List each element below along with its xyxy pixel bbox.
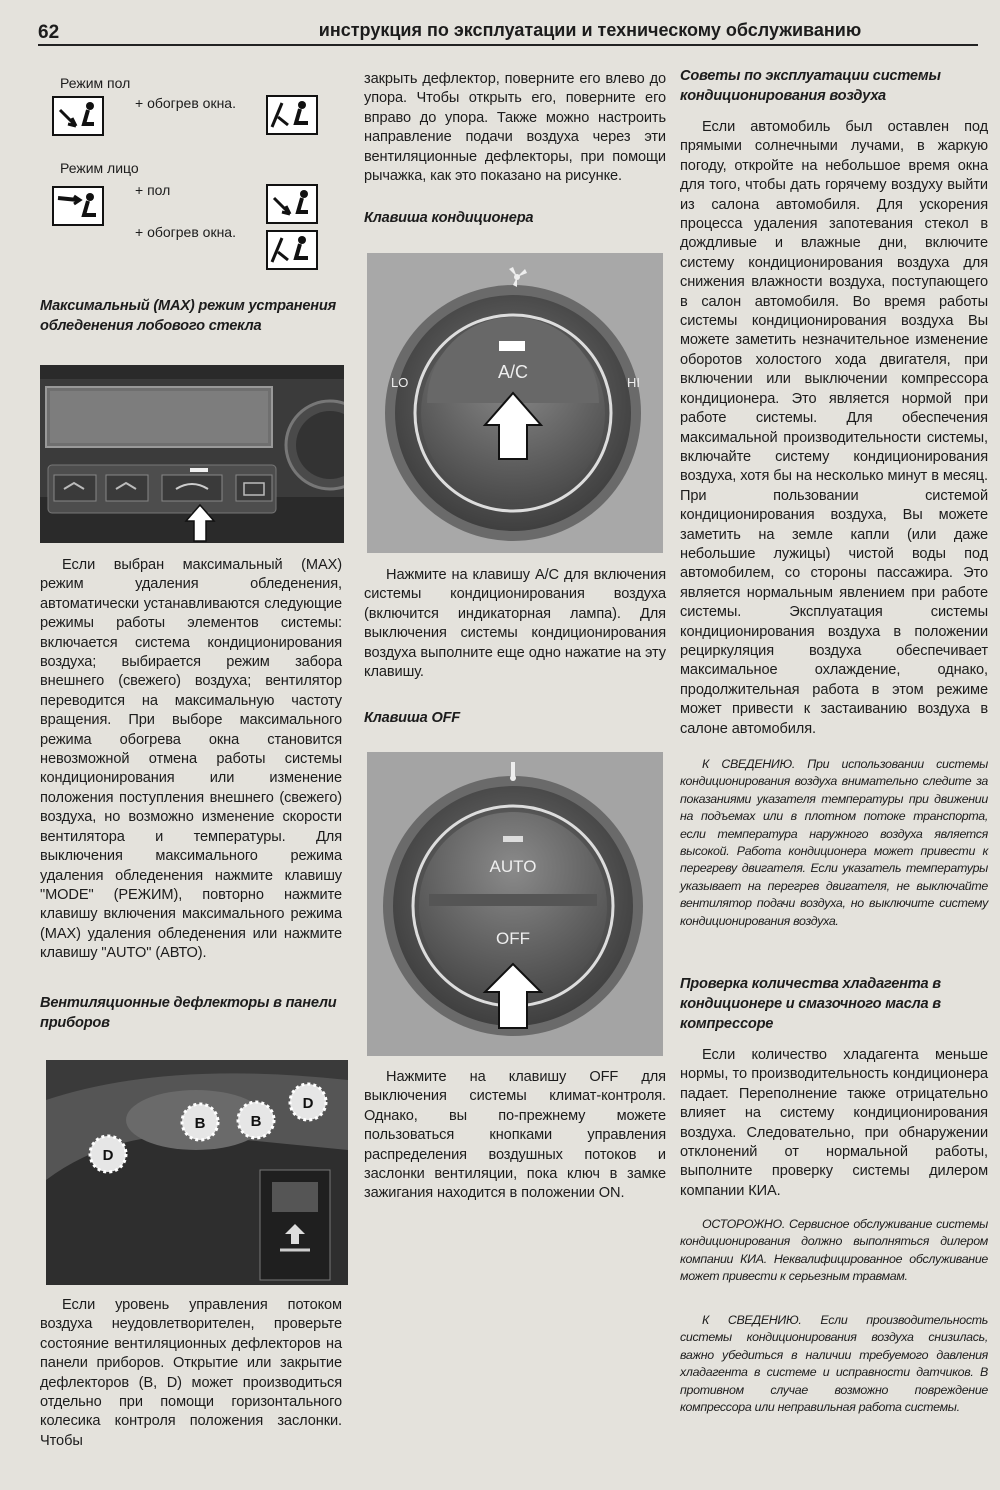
note-temperature: К СВЕДЕНИЮ. При использовании системы кондиционирования воздуха внимательно следите за показаниями указателя температуры при движении на подъемах или в плотном потоке транспорта, если температура наружного воздуха является высокой. Работа кондиционера может привести к перегреву двигателя. Если указатель температуры указывает на перегрев двигателя, не выключайте вентилятор подачи воздуха, но выключите систему кондиционирования воздуха. [680,757,988,928]
window-floor-icon [266,95,318,135]
floor-mode-icon [52,96,104,136]
vent-b-right-callout [238,1102,274,1138]
window-heat-label-1: + обогрев окна. [135,95,236,111]
para-refrigerant-check: Если количество хладагента меньше нормы, то производительность кондиционера падает. Переполнение также отрицательно влияет на систему кондиционирования воздуха. Следовательно, при обнаружении отклонений от нормальной работы, выполните проверку системы дилером компании КИА. [680,1047,988,1199]
page-number: 62 [38,22,60,43]
face-mode-label: Режим лицо [60,160,139,176]
vent-d-label-2: D [302,1095,314,1112]
para-max-defrost: Если выбран максимальный (MAX) режим удаления обледенения, автоматически устанавливаются следующие режимы работы элементов системы: включается система кондиционирования воздуха; выбирается режим забора внешнего (свежего) воздуха; вентилятор переводится на максимальную частоту вращения. При выборе максимального режима обогрева окна становится невозможной отмена работы системы кондиционирования или изменение положения поступления внешнего (свежего) воздуха, но возможно изменение скорости вентилятора и температуры. Для выключения максимального режима удаления обледенения нажмите клавишу "MODE" (РЕЖИМ), повторно нажмите клавишу включения максимального режима (MAX) удаления обледенения или нажмите клавишу "AUTO" (АВТО). [40,557,342,962]
max-defrost-photo [40,365,344,543]
heading-ac-key: Клавиша кондиционера [364,210,534,226]
para-ac-tips: Если автомобиль был оставлен под прямыми солнечными лучами, в жаркую погоду, откройте на небольшое время окна для того, чтобы дать горячему воздуху выйти из салона автомобиля. Для ускорения процесса удаления запотевания стекол в дождливые и влажные дни, включите систему кондиционирования воздуха для снижения влажности воздуха, поступающего в салон автомобиля. Во время работы системы кондиционирования воздуха Вы можете заметить незначительное изменение оборотов холостого хода двигателя, при включении или выключении компрессора кондиционера. Это является нормой при работе системы. Для обеспечения максимальной производительности системы, включайте систему кондиционирования воздуха, хотя бы на несколько минут в месяц. При пользовании системой кондиционирования воздуха, Вы можете заметить на земле капли (или даже небольшие лужицы) чистой воды под автомобилем, со стороны пассажира. Это является нормальным явлением при работе системы. Эксплуатация системы кондиционирования воздуха в положении рециркуляция воздуха обеспечивает максимальное охлаждение, однако, продолжительная работа в этом режиме может привести к застаиванию воздуха в салоне автомобиля. [680,119,988,737]
heading-off-key: Клавиша OFF [364,710,461,726]
off-auto-label: AUTO [489,857,537,876]
para-ac-key: Нажмите на клавишу A/C для включения системы кондиционирования воздуха (включится индикаторная лампа). Для выключения системы кондиционирования воздуха выполните еще одно нажатие на эту клавишу. [364,567,666,681]
vent-d-label-1: D [102,1147,114,1164]
heading-refrigerant-check: Проверка количества хладагента в кондиционере и смазочного масла в компрессоре [680,976,941,1032]
heading-max-defrost: Максимальный (MAX) режим устранения обледенения лобового стекла [40,298,337,334]
window-floor-icon-2 [266,230,318,270]
running-header: инструкция по эксплуатации и техническому обслуживанию [318,20,862,40]
warning-service: ОСТОРОЖНО. Сервисное обслуживание системы кондиционирования должно выполняться дилером компании КИА. Неквалифицированное обслуживание может привести к серьезным травмам. [680,1217,988,1284]
off-key-photo [367,752,663,1056]
floor-icon-2 [266,184,318,224]
ac-lo-label: LO [391,375,409,390]
off-button-label: OFF [496,929,530,948]
vent-b-label-2: B [250,1113,262,1130]
floor-mode-label: Режим пол [60,75,131,91]
vent-d-left-callout [90,1136,126,1172]
vent-b-label-1: B [194,1115,206,1132]
floor-plus-label: + пол [135,182,171,198]
window-heat-label-2: + обогрев окна. [135,224,236,240]
para-vents-continued: закрыть дефлектор, поверните его влево до упора. Чтобы открыть его, поверните его вправо до упора. Также можно настроить направление подачи воздуха через эти вентиляционные дефлекторы, при помощи рычажка, как это показано на рисунке. [364,71,666,185]
para-dashboard-vents: Если уровень управления потоком воздуха неудовлетворителен, проверьте состояние вентиляционных дефлекторов на панели приборов. Открытие или закрытие дефлекторов (B, D) может производиться отдельно при помощи горизонтального колесика контроля положения заслонки. Чтобы [40,1297,342,1449]
note-performance: К СВЕДЕНИЮ. Если производительность системы кондиционирования воздуха снизилась, важно убедиться в наличии требуемого давления хладагента в системе и исправности датчиков. В противном случае возможно повреждение компрессора или неправильная работа системы. [680,1313,988,1415]
header-rule [38,44,978,46]
dashboard-vents-photo [46,1060,348,1285]
heading-ac-tips: Советы по эксплуатации системы кондиционирования воздуха [680,68,941,104]
ac-button-label: A/C [497,362,529,382]
face-mode-icon [52,186,104,226]
ac-key-photo [367,253,663,553]
para-off-key: Нажмите на клавишу OFF для выключения системы климат-контроля. Однако, вы по-прежнему можете пользоваться кнопками управления распределения воздушных потоков и заслонки вентиляции, пока ключ в замке зажигания находится в положении ON. [364,1069,666,1202]
ac-hi-label: HI [627,375,640,390]
vent-b-left-callout [182,1104,218,1140]
vent-d-right-callout [290,1084,326,1120]
heading-dashboard-vents: Вентиляционные дефлекторы в панели приборов [40,995,337,1031]
